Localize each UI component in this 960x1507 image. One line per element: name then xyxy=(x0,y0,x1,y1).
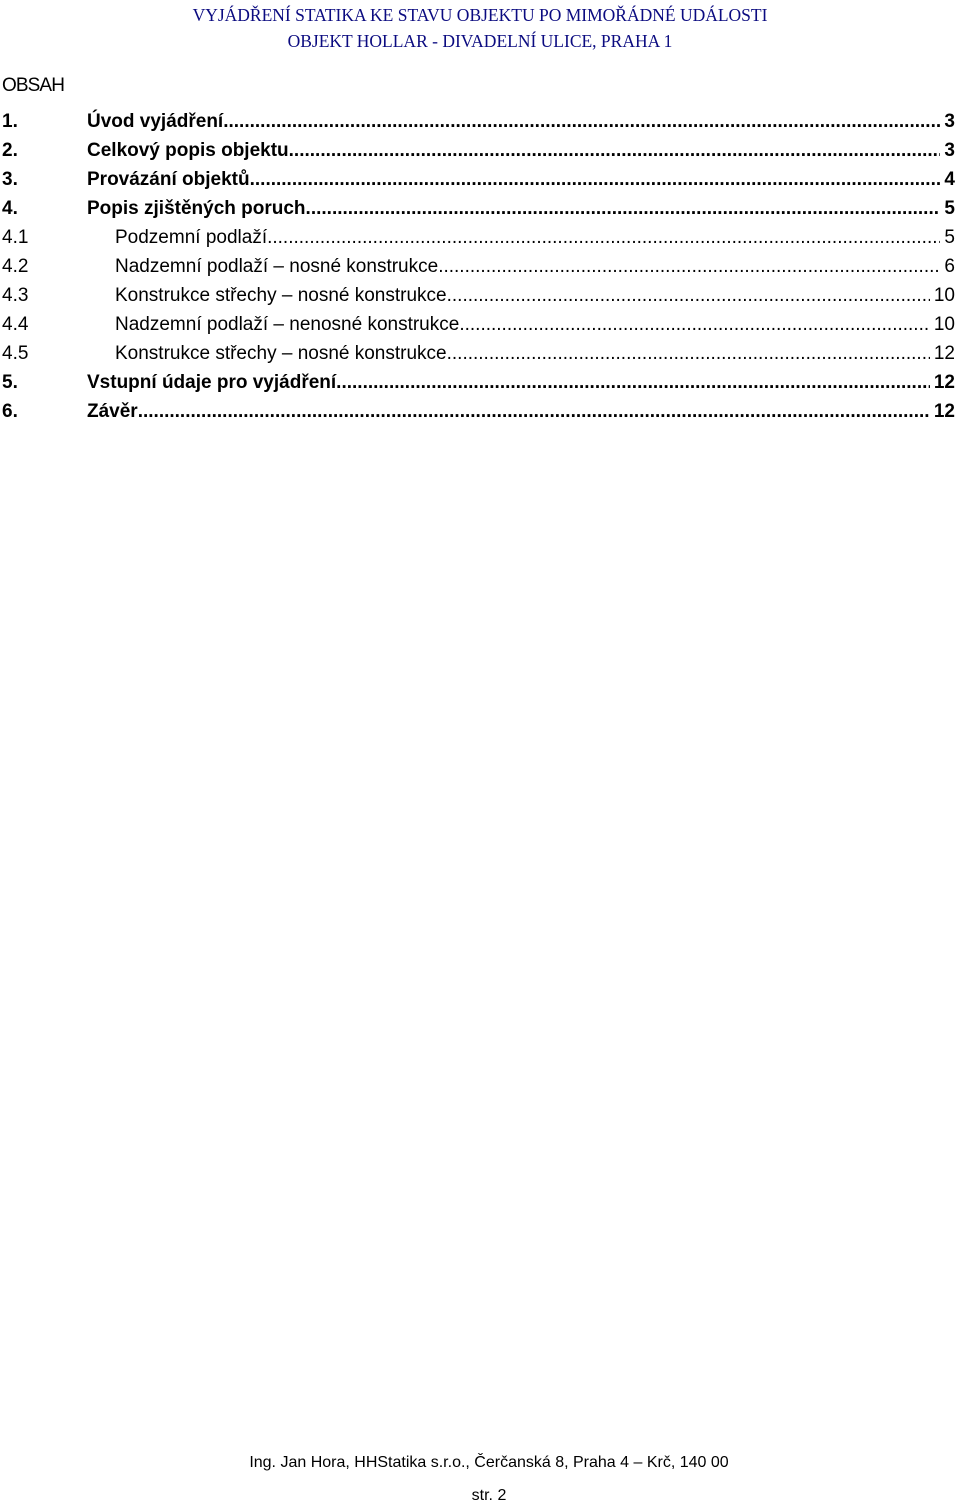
toc-entry-title: Nadzemní podlaží – nenosné konstrukce xyxy=(115,314,460,335)
toc-dot-leader xyxy=(438,252,940,281)
toc-entry-4[interactable] xyxy=(2,194,955,223)
toc-entry-3[interactable] xyxy=(2,165,955,194)
toc-entry-4-2[interactable] xyxy=(2,252,955,281)
toc-entry-title: Konstrukce střechy – nosné konstrukce xyxy=(115,343,447,364)
toc-entry-page: 3 xyxy=(944,140,955,161)
document-header xyxy=(0,2,960,54)
toc-dot-leader xyxy=(459,310,930,339)
toc-entry-page: 12 xyxy=(933,401,955,422)
toc-entry-1[interactable] xyxy=(2,107,955,136)
document-footer xyxy=(0,1452,960,1507)
toc-entry-page: 4 xyxy=(944,169,955,190)
footer-company-info: Ing. Jan Hora, HHStatika s.r.o., Čerčanská 8, Praha 4 – Krč, 140 00 xyxy=(249,1454,729,1471)
toc-entry-4-1[interactable] xyxy=(2,223,955,252)
toc-entry-number: 6. xyxy=(2,401,18,422)
toc-entry-title: Popis zjištěných poruch xyxy=(87,198,306,219)
toc-entry-2[interactable] xyxy=(2,136,955,165)
toc-entry-number: 2. xyxy=(2,140,18,161)
toc-dot-leader xyxy=(447,339,930,368)
toc-entry-title: Celkový popis objektu xyxy=(87,140,289,161)
header-subtitle: OBJEKT HOLLAR - DIVADELNÍ ULICE, PRAHA 1 xyxy=(287,31,673,51)
toc-entry-number: 4.4 xyxy=(2,314,29,335)
toc-entry-title: Vstupní údaje pro vyjádření xyxy=(87,372,337,393)
toc-entry-title: Podzemní podlaží xyxy=(115,227,268,248)
toc-entry-title: Provázání objektů xyxy=(87,169,250,190)
header-title: VYJÁDŘENÍ STATIKA KE STAVU OBJEKTU PO MIMOŘÁDNÉ UDÁLOSTI xyxy=(192,5,768,25)
toc-entry-4-4[interactable] xyxy=(2,310,955,339)
toc-dot-leader xyxy=(336,368,930,397)
toc-entry-title: Nadzemní podlaží – nosné konstrukce xyxy=(115,256,439,277)
toc-entry-6[interactable] xyxy=(2,397,955,426)
toc-entry-number: 3. xyxy=(2,169,18,190)
footer-page-number: str. 2 xyxy=(471,1487,507,1504)
toc-dot-leader xyxy=(250,165,941,194)
toc-entry-page: 5 xyxy=(944,227,955,248)
toc-entry-page: 12 xyxy=(933,372,955,393)
toc-dot-leader xyxy=(447,281,930,310)
toc-entry-number: 1. xyxy=(2,111,18,132)
toc-entry-page: 3 xyxy=(944,111,955,132)
toc-entry-number: 4.2 xyxy=(2,256,29,277)
toc-entry-number: 4.5 xyxy=(2,343,29,364)
toc-dot-leader xyxy=(223,107,940,136)
toc-dot-leader xyxy=(138,397,930,426)
toc-heading: OBSAH xyxy=(2,75,65,96)
toc-entry-page: 6 xyxy=(944,256,955,277)
toc-dot-leader xyxy=(306,194,941,223)
toc-entry-page: 10 xyxy=(933,285,955,306)
toc-entry-number: 4.3 xyxy=(2,285,29,306)
toc-entry-title: Konstrukce střechy – nosné konstrukce xyxy=(115,285,447,306)
toc-entry-page: 5 xyxy=(944,198,955,219)
toc-entry-page: 12 xyxy=(933,343,955,364)
toc-entry-title: Závěr xyxy=(87,401,138,422)
toc-entry-4-5[interactable] xyxy=(2,339,955,368)
toc-entry-title: Úvod vyjádření xyxy=(87,111,224,132)
toc-entry-5[interactable] xyxy=(2,368,955,397)
toc-entry-number: 4. xyxy=(2,198,18,219)
toc-dot-leader xyxy=(267,223,940,252)
toc-entry-number: 4.1 xyxy=(2,227,29,248)
table-of-contents xyxy=(2,107,955,426)
toc-dot-leader xyxy=(289,136,941,165)
toc-entry-page: 10 xyxy=(933,314,955,335)
toc-entry-number: 5. xyxy=(2,372,18,393)
toc-entry-4-3[interactable] xyxy=(2,281,955,310)
